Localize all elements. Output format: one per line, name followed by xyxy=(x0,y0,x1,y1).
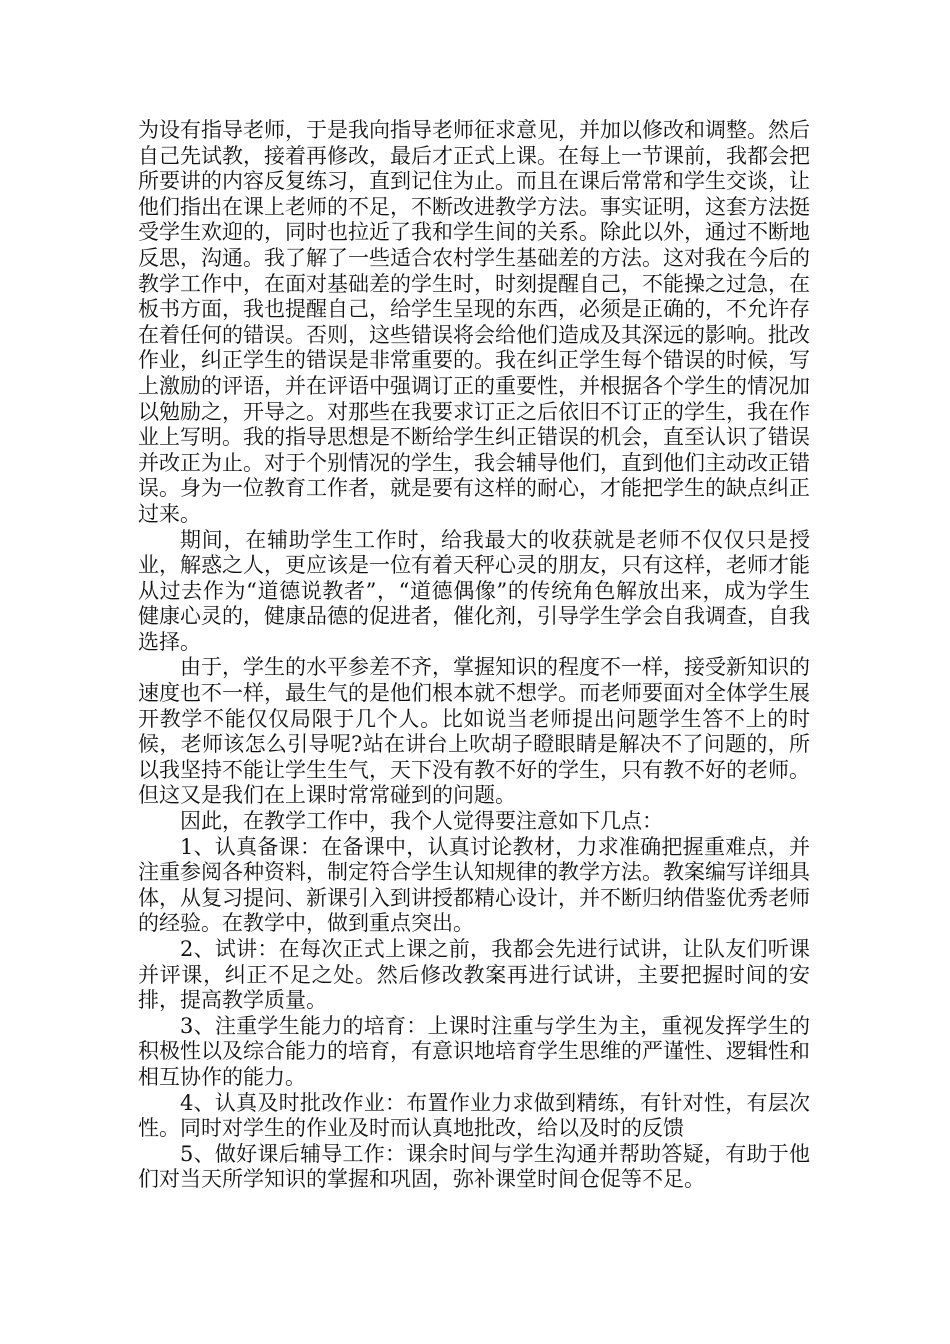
paragraph-point-4: 4、认真及时批改作业：布置作业力求做到精练，有针对性，有层次性。同时对学生的作业及时而认真地批改，给以及时的反馈 xyxy=(138,1090,810,1141)
paragraph-point-1: 1、认真备课：在备课中，认真讨论教材，力求准确把握重难点，并注重参阅各种资料，制定符合学生认知规律的教学方法。教案编写详细具体，从复习提问、新课引入到讲授都精心设计，并不断归纳借鉴优秀老师的经验。在教学中，做到重点突出。 xyxy=(138,834,810,936)
document-body xyxy=(138,118,810,1193)
paragraph-point-2: 2、试讲：在每次正式上课之前，我都会先进行试讲，让队友们听课并评课，纠正不足之处。然后修改教案再进行试讲，主要把握时间的安排，提高教学质量。 xyxy=(138,937,810,1013)
paragraph-continuation: 为设有指导老师，于是我向指导老师征求意见，并加以修改和调整。然后自己先试教，接着再修改，最后才正式上课。在每上一节课前，我都会把所要讲的内容反复练习，直到记住为止。而且在课后常常和学生交谈，让他们指出在课上老师的不足，不断改进教学方法。事实证明，这套方法挺受学生欢迎的，同时也拉近了我和学生间的关系。除此以外，通过不断地反思，沟通。我了解了一些适合农村学生基础差的方法。这对我在今后的教学工作中，在面对基础差的学生时，时刻提醒自己，不能操之过急，在板书方面，我也提醒自己，给学生呈现的东西，必须是正确的，不允许存在着任何的错误。否则，这些错误将会给他们造成及其深远的影响。批改作业，纠正学生的错误是非常重要的。我在纠正学生每个错误的时候，写上激励的评语，并在评语中强调订正的重要性，并根据各个学生的情况加以勉励之，开导之。对那些在我要求订正之后依旧不订正的学生，我在作业上写明。我的指导思想是不断给学生纠正错误的机会，直至认识了错误并改正为止。对于个别情况的学生，我会辅导他们，直到他们主动改正错误。身为一位教育工作者，就是要有这样的耐心，才能把学生的缺点纠正过来。 xyxy=(138,118,810,526)
paragraph-point-3: 3、注重学生能力的培育：上课时注重与学生为主，重视发挥学生的积极性以及综合能力的培育，有意识地培育学生思维的严谨性、逻辑性和相互协作的能力。 xyxy=(138,1013,810,1089)
paragraph-harvest: 期间，在辅助学生工作时，给我最大的收获就是老师不仅仅只是授业，解惑之人，更应该是一位有着天秤心灵的朋友，只有这样，老师才能从过去作为“道德说教者”，“道德偶像”的传统角色解放出来，成为学生健康心灵的，健康品德的促进者，催化剂，引导学生学会自我调查，自我选择。 xyxy=(138,527,810,654)
paragraph-student-levels: 由于，学生的水平参差不齐，掌握知识的程度不一样，接受新知识的速度也不一样，最生气的是他们根本就不想学。而老师要面对全体学生展开教学不能仅仅局限于几个人。比如说当老师提出问题学生答不上的时候，老师该怎么引导呢?站在讲台上吹胡子瞪眼睛是解决不了问题的，所以我坚持不能让学生生气，天下没有教不好的学生，只有教不好的老师。但这又是我们在上课时常常碰到的问题。 xyxy=(138,655,810,808)
paragraph-points-intro: 因此，在教学工作中，我个人觉得要注意如下几点： xyxy=(180,809,663,834)
paragraph-point-5: 5、做好课后辅导工作：课余时间与学生沟通并帮助答疑，有助于他们对当天所学知识的掌握和巩固，弥补课堂时间仓促等不足。 xyxy=(138,1141,810,1192)
